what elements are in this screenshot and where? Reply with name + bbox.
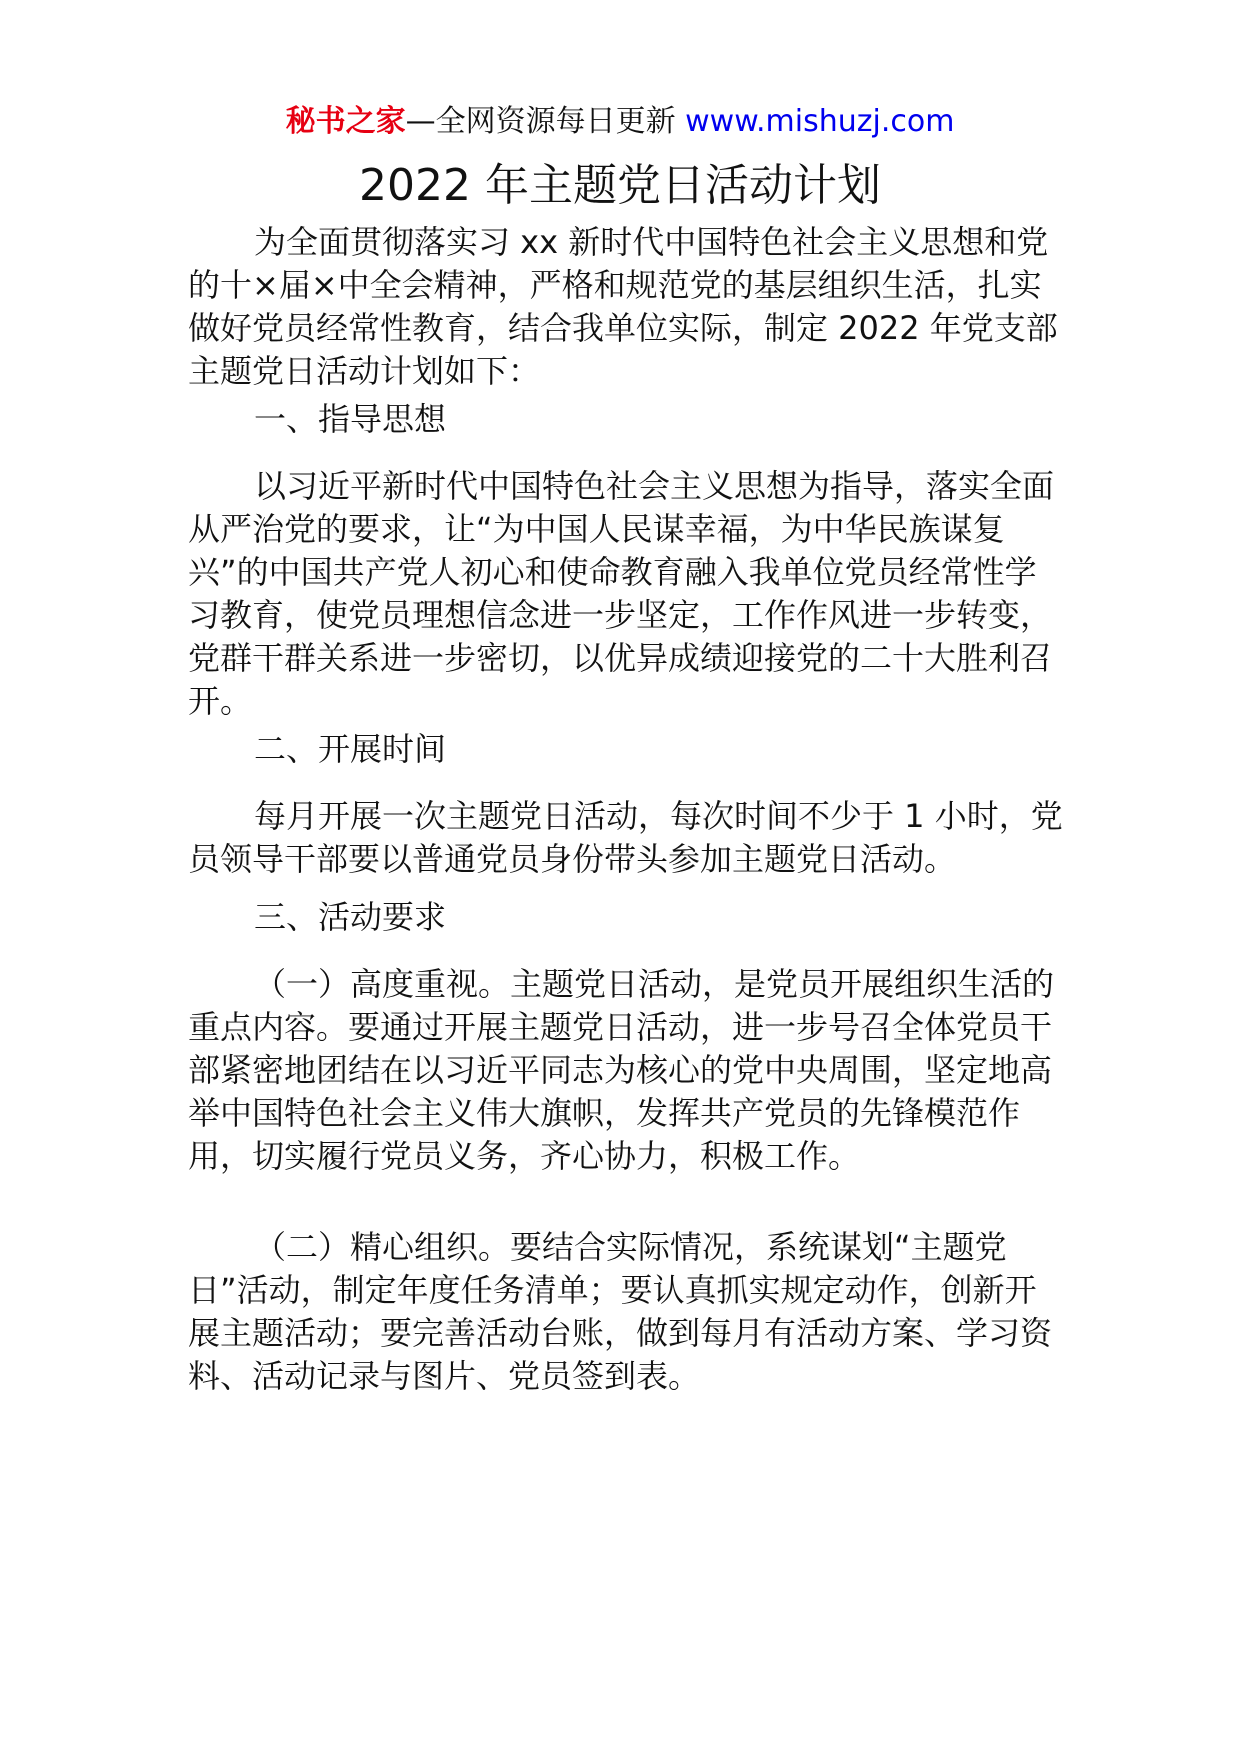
section-heading-requirements: 三、活动要求 [254,898,447,936]
section-heading-guiding-thought: 一、指导思想 [254,400,447,438]
guiding-thought-paragraph: 以习近平新时代中国特色社会主义思想为指导，落实全面从严治党的要求，让“为中国人民谋幸福，为中华民族谋复兴”的中国共产党人初心和使命教育融入我单位党员经常性学习教育，使党员理想信念进一步坚定，工作作风进一步转变，党群干群关系进一步密切，以优异成绩迎接党的二十大胜利召开。 [188,467,1055,720]
requirement-item-2: （二）精心组织。要结合实际情况，系统谋划“主题党日”活动，制定年度任务清单；要认真抓实规定动作，创新开展主题活动；要完善活动台账，做到每月有活动方案、学习资料、活动记录与图片、党员签到表。 [188,1228,1053,1395]
schedule-paragraph: 每月开展一次主题党日活动，每次时间不少于 1 小时，党员领导干部要以普通党员身份带头参加主题党日活动。 [188,797,1063,878]
requirement-item-1: （一）高度重视。主题党日活动，是党员开展组织生活的重点内容。要通过开展主题党日活动，进一步号召全体党员干部紧密地团结在以习近平同志为核心的党中央周围，坚定地高举中国特色社会主义伟大旗帜，发挥共产党员的先锋模范作用，切实履行党员义务，齐心协力，积极工作。 [188,965,1055,1175]
site-header [0,102,1240,142]
site-tagline: —全网资源每日更新 [405,104,686,139]
brand-name: 秘书之家 [285,104,406,139]
section-heading-schedule: 二、开展时间 [254,730,447,768]
site-url-link[interactable]: www.mishuzj.com [685,104,955,139]
document-title: 2022 年主题党日活动计划 [359,160,881,211]
intro-paragraph: 为全面贯彻落实习 xx 新时代中国特色社会主义思想和党的十×届×中全会精神，严格和规范党的基层组织生活，扎实做好党员经常性教育，结合我单位实际，制定 2022 年党支部主题党日活动计划如下： [188,223,1058,390]
